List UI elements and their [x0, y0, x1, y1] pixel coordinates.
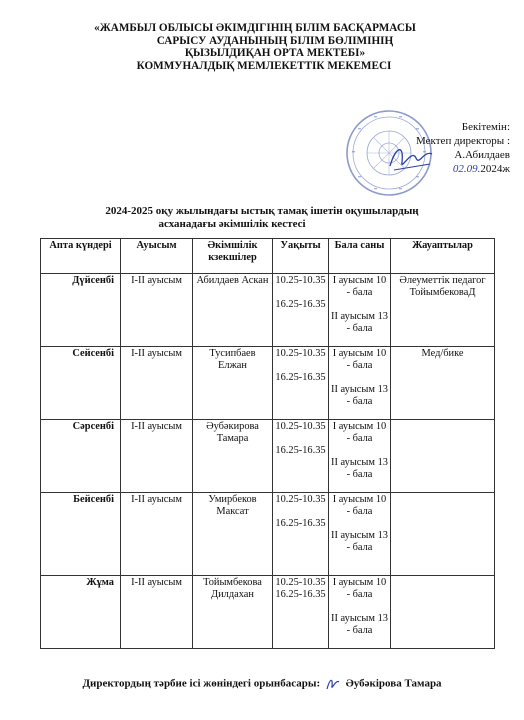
time-second: 16.25-16.35: [275, 372, 326, 383]
cell-person: Тусипбаев Елжан: [193, 347, 273, 420]
count-first: I ауысым 10 - бала: [332, 348, 387, 371]
header-line-4: КОММУНАЛДЫҚ МЕМЛЕКЕТТІК МЕКЕМЕСІ: [136, 59, 392, 72]
header-shift: Ауысым: [121, 239, 193, 274]
count-first: I ауысым 10 - бала: [332, 577, 387, 600]
cell-person: Умирбеков Максат: [193, 493, 273, 576]
header-admin-duty: Әкімшілік кзекшілер: [193, 239, 273, 274]
header-child-count: Бала саны: [329, 239, 391, 274]
table-row: [41, 274, 495, 347]
cell-shift: I-II ауысым: [121, 347, 193, 420]
cell-count: [329, 347, 391, 420]
document-title: [0, 205, 524, 231]
deputy-signature: [325, 676, 341, 692]
cell-time: [273, 347, 329, 420]
cell-responsible: Мед/бике: [391, 347, 495, 420]
cell-time: [273, 420, 329, 493]
cell-responsible: [391, 576, 495, 649]
cell-count: [329, 576, 391, 649]
footer-label: Директордың тәрбие ісі жөніндегі орынбасары:: [82, 677, 321, 690]
header-weekday: Апта күндері: [41, 239, 121, 274]
cell-day: Сейсенбі: [41, 347, 121, 420]
count-first: I ауысым 10 - бала: [332, 275, 387, 298]
cell-person: Тойымбекова Дилдахан: [193, 576, 273, 649]
header-line-3: ҚЫЗЫЛДИҚАН ОРТА МЕКТЕБІ»: [184, 47, 366, 60]
table-row: [41, 347, 495, 420]
header-line-1: «ЖАМБЫЛ ОБЛЫСЫ ӘКІМДІГІНІҢ БІЛІМ БАСҚАРМАСЫ: [94, 22, 416, 34]
cell-responsible: [391, 493, 495, 576]
cell-shift: I-II ауысым: [121, 576, 193, 649]
cell-person: Әубәкирова Тамара: [193, 420, 273, 493]
cell-day: Дүйсенбі: [41, 274, 121, 347]
approval-date-handwritten: 02.09.: [452, 163, 481, 175]
cell-day: Бейсенбі: [41, 493, 121, 576]
header-time: Уақыты: [273, 239, 329, 274]
table-row: [41, 420, 495, 493]
count-second: II ауысым 13 - бала: [331, 311, 388, 334]
time-second: 16.25-16.35: [275, 589, 326, 600]
approval-director-name: А.Абилдаев: [454, 149, 510, 161]
approval-heading: Бекітемін:: [461, 121, 510, 133]
cell-responsible: Әлеуметтік педагог ТойымбековаД: [391, 274, 495, 347]
time-second: 16.25-16.35: [275, 518, 326, 529]
cell-time: [273, 274, 329, 347]
count-first: I ауысым 10 - бала: [332, 421, 387, 444]
count-first: I ауысым 10 - бала: [332, 494, 387, 517]
table-row: [41, 493, 495, 576]
footer-name: Әубәкірова Тамара: [345, 677, 442, 690]
count-second: II ауысым 13 - бала: [331, 384, 388, 407]
cell-count: [329, 274, 391, 347]
cell-shift: I-II ауысым: [121, 493, 193, 576]
approval-date: [350, 162, 510, 176]
approval-position: Мектеп директоры :: [416, 135, 510, 147]
header-responsible: Жауаптылар: [391, 239, 495, 274]
cell-time: [273, 576, 329, 649]
school-header: [0, 22, 524, 72]
time-first: 10.25-10.35: [275, 494, 326, 505]
time-second: 16.25-16.35: [275, 445, 326, 456]
time-second: 16.25-16.35: [275, 299, 326, 310]
count-second: II ауысым 13 - бала: [331, 530, 388, 553]
cell-day: Сәрсенбі: [41, 420, 121, 493]
table-row: [41, 576, 495, 649]
approval-date-year: 2024ж: [480, 163, 510, 175]
title-line-1: 2024-2025 оқу жылындағы ыстық тамақ ішетін оқушылардың: [105, 205, 419, 217]
cell-day: Жұма: [41, 576, 121, 649]
count-second: II ауысым 13 - бала: [331, 613, 388, 636]
header-line-2: САРЫСУ АУДАНЫНЫҢ БІЛІМ БӨЛІМІНІҢ: [156, 34, 394, 47]
schedule-table: [40, 238, 495, 649]
time-first: 10.25-10.35: [275, 348, 326, 359]
time-first: 10.25-10.35: [275, 421, 326, 432]
cell-shift: I-II ауысым: [121, 420, 193, 493]
count-second: II ауысым 13 - бала: [331, 457, 388, 480]
time-first: 10.25-10.35: [275, 577, 326, 588]
title-line-2: асханадағы әкімшілік кестесі: [158, 218, 306, 230]
deputy-footer: [0, 676, 524, 692]
cell-count: [329, 493, 391, 576]
cell-responsible: [391, 420, 495, 493]
time-first: 10.25-10.35: [275, 275, 326, 286]
cell-time: [273, 493, 329, 576]
approval-block: [350, 120, 510, 176]
cell-count: [329, 420, 391, 493]
cell-person: Абилдаев Аскан: [193, 274, 273, 347]
cell-shift: I-II ауысым: [121, 274, 193, 347]
